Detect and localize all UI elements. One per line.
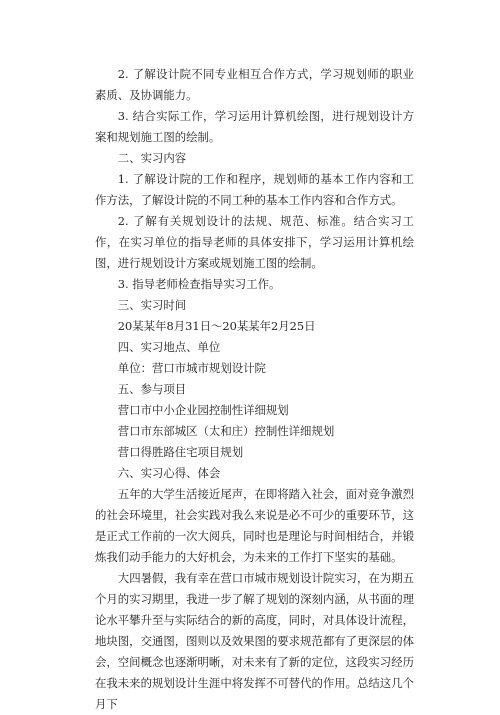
project-item: 营口得胜路住宅项目规划: [117, 445, 244, 459]
reflection-paragraph-2: 大四暑假，我有幸在营口市城市规划设计院实习，在为期五个月的实习期里，我进一步了解了规划的深刻内涵，从书面的理论水平攀升至与实际结合的新的高度，同时，对具体设计流程，地块图，交通图，图则以及效果图的要求规范都有了更深层的体会，空间概念也逐渐明晰，对未来有了新的定位，这段实习经历在我未来的规划设计生涯中将发挥不可替代的作用。总结这几个月下: [95, 571, 414, 711]
paragraph-content-3: 3. 指导老师检查指导实习工作。: [117, 277, 281, 291]
paragraph-content-2: 2. 了解有关规划设计的法规、规范、标准。结合实习工作，在实习单位的指导老师的具体安排下，学习运用计算机绘图，进行规划设计方案或规划施工图的绘制。: [95, 214, 414, 270]
paragraph-goal-2: 2. 了解设计院不同专业相互合作方式，学习规划师的职业素质、及协调能力。: [95, 67, 414, 102]
paragraph-goal-3: 3. 结合实际工作，学习运用计算机绘图，进行规划设计方案和规划施工图的绘制。: [95, 109, 414, 144]
section-heading-time: 三、实习时间: [117, 298, 187, 312]
section-heading-content: 二、实习内容: [117, 151, 187, 165]
document-body: [95, 64, 414, 715]
internship-dates: 20某某年8月31日～20某某年2月25日: [117, 319, 316, 333]
project-item: 营口市中小企业园控制性详细规划: [117, 403, 289, 417]
section-heading-projects: 五、参与项目: [117, 382, 187, 396]
section-heading-location: 四、实习地点、单位: [117, 340, 221, 354]
paragraph-content-1: 1. 了解设计院的工作和程序，规划师的基本工作内容和工作方法，了解设计院的不同工种的基本工作内容和合作方式。: [95, 172, 414, 207]
internship-unit: 单位：营口市城市规划设计院: [117, 361, 266, 375]
project-item: 营口市东部城区（太和庄）控制性详细规划: [117, 424, 335, 438]
reflection-paragraph-1: 五年的大学生活接近尾声，在即将踏入社会，面对竞争激烈的社会环境里，社会实践对我么来说是必不可少的重要环节，这是正式工作前的一次大阅兵，同时也是理论与时间相结合，并锻炼我们动手能力的大好机会，为未来的工作打下坚实的基础。: [95, 487, 414, 564]
section-heading-reflections: 六、实习心得、体会: [117, 466, 221, 480]
